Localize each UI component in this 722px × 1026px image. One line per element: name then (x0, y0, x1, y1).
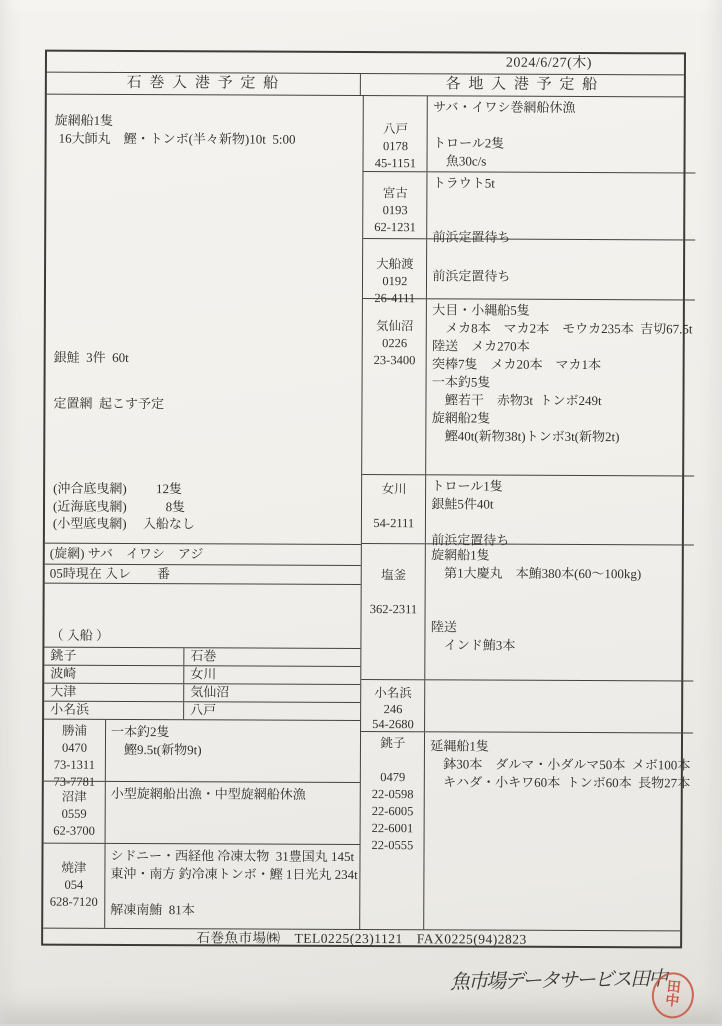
teichiami-line: 定置網 起こす予定 (53, 396, 164, 412)
port-row-onagawa (362, 475, 694, 545)
detail-line (433, 192, 693, 211)
detail-line: 銀鮭5件40t (431, 495, 691, 514)
port-tel: 54-2111 (373, 515, 414, 532)
nyusen-cell-b: 八戸 (184, 702, 360, 720)
port-details (426, 544, 694, 680)
port-tel: 0192 (382, 273, 407, 290)
port-name: 宮古 (383, 185, 408, 202)
nyusen-cell-a: 大津 (44, 684, 184, 702)
port-row-miyako (364, 172, 696, 240)
nyusen-row-4 (44, 702, 360, 721)
detail-line: 延縄船1隻 (430, 737, 690, 756)
nyusen-label-cell: （ 入船 ） (44, 584, 361, 649)
nyusen-cell-a: 小名浜 (44, 702, 184, 720)
port-tel: 22-0555 (372, 837, 414, 854)
detail-line (432, 249, 692, 268)
detail-line: 一本釣2隻 (111, 723, 358, 742)
seine-count-line: 旋網船1隻 (55, 113, 114, 129)
detail-line: 旋網船1隻 (431, 546, 691, 565)
okiai-line: (沖合底曳網) 12隻 (53, 481, 182, 498)
port-tel: 73-1311 (54, 757, 95, 774)
port-phone-col (364, 96, 428, 171)
nyusen-cell-a: 波崎 (44, 666, 184, 684)
port-phone-col (361, 680, 425, 731)
seine-species-row: (旋網) サバ イワシ アジ (45, 544, 361, 566)
port-tel: 0479 (380, 769, 405, 786)
detail-line (433, 116, 693, 135)
port-row-kesennuma (363, 299, 695, 476)
detail-line: 前浜定置待ち (431, 531, 691, 550)
nyusen-cell-b: 石巻 (184, 648, 360, 666)
port-name: 小名浜 (374, 686, 412, 702)
port-row-hachinohe (364, 96, 696, 173)
detail-line: 小型旋網船出漁・中型旋網船休漁 (111, 785, 358, 804)
detail-line (433, 210, 693, 229)
detail-line: 鰹40t(新物38t)トンボ3t(新物2t) (432, 427, 692, 446)
port-tel: 362-2311 (370, 601, 418, 618)
nyusen-cell-a: 銚子 (44, 648, 184, 666)
detail-line: インド鮪3本 (431, 636, 691, 655)
port-details (106, 720, 361, 782)
port-row-shiogama (362, 544, 694, 681)
port-name: 塩釜 (381, 567, 406, 584)
port-details (426, 475, 694, 544)
kogata-line: (小型底曳網) 入船なし (53, 516, 195, 533)
port-phone-col (362, 475, 426, 543)
port-name: 気仙沼 (376, 318, 414, 335)
kakuchi-column (360, 96, 696, 930)
detail-line (431, 513, 691, 532)
port-phone-col (44, 720, 106, 781)
nyusen-cell-b: 女川 (184, 666, 360, 684)
time-status-row: 05時現在 入レ 番 (45, 565, 361, 585)
port-tel: 054 (64, 877, 83, 894)
port-tel: 45-1151 (375, 155, 416, 172)
port-details (427, 299, 695, 475)
port-tel: 22-0598 (372, 786, 414, 803)
detail-line: トラウト5t (433, 174, 693, 193)
port-phone-col (44, 782, 106, 843)
ishinomaki-main-cell (45, 95, 363, 545)
port-details (106, 782, 361, 844)
ishinomaki-column (43, 95, 363, 929)
detail-line: 前浜定置待ち (432, 267, 692, 286)
table-body (43, 95, 684, 932)
seine-detail-line: 16大師丸 鰹・トンボ(半々新物)10t 5:00 (59, 131, 296, 148)
port-name: 銚子 (380, 735, 405, 752)
nyusen-row-2 (44, 666, 360, 685)
port-row-yaizu (43, 844, 360, 929)
port-row-katsuura (44, 720, 361, 783)
stamp-char-bottom: 中 (664, 995, 679, 1010)
header-kakuchi: 各 地 入 港 予 定 船 (360, 74, 684, 96)
port-tel: 628-7120 (50, 894, 98, 911)
port-row-ofunato (363, 239, 695, 300)
detail-line (431, 600, 691, 619)
port-phone-col (363, 239, 427, 298)
stamp-char-top: 田 (666, 981, 681, 996)
port-tel: 54-2680 (372, 717, 414, 733)
detail-line: 解凍南鮪 81本 (110, 901, 357, 920)
port-tel: 62-3700 (53, 823, 95, 840)
detail-line (431, 582, 691, 601)
port-row-onahama (361, 680, 693, 733)
header-row (47, 73, 684, 98)
header-ishinomaki: 石 巻 入 港 予 定 船 (47, 73, 360, 95)
detail-line: 突棒7隻 メカ20本 マカ1本 (432, 355, 692, 374)
handwritten-signature: 魚市場データサービス田中 (450, 962, 665, 995)
detail-line: 鉢30本 ダルマ・小ダルマ50本 メボ100本 (430, 755, 690, 774)
footer-row (43, 929, 680, 951)
port-name: 沼津 (62, 789, 87, 806)
port-tel: 22-6005 (372, 803, 414, 820)
port-tel: 23-3400 (374, 352, 416, 369)
detail-line: 東沖・南方 釣冷凍トンボ・鰹 1日光丸 234t (110, 865, 357, 884)
detail-line: 陸送 メカ270本 (432, 337, 692, 356)
kinkai-line: (近海底曳網) 8隻 (53, 499, 185, 516)
port-tel: 73-7781 (53, 774, 95, 791)
detail-line: 第1大慶丸 本鮪380本(60〜100kg) (431, 564, 691, 583)
port-phone-col (43, 844, 105, 928)
detail-line: メカ8本 マカ2本 モウカ235本 吉切67.5t (432, 319, 692, 338)
detail-line: 鰹若干 赤物3t トンボ249t (432, 391, 692, 410)
ginzake-line: 銀鮭 3件 60t (54, 350, 129, 366)
port-details (428, 96, 696, 172)
port-tel: 0559 (62, 806, 87, 823)
port-row-numazu (44, 782, 361, 845)
port-name: 焼津 (61, 860, 86, 877)
port-name: 勝浦 (62, 723, 87, 740)
port-name: 大船渡 (376, 256, 414, 273)
date-row (47, 52, 684, 76)
detail-line: 大目・小縄船5隻 (432, 301, 692, 320)
port-details (427, 239, 695, 299)
port-tel: 0193 (383, 202, 408, 219)
detail-line: 鰹9.5t(新物9t) (111, 741, 358, 760)
port-details (425, 732, 693, 930)
detail-line: キハダ・小キワ60本 トンボ60本 長物27本 (430, 773, 690, 792)
detail-line: 陸送 (431, 618, 691, 637)
detail-line: サバ・イワシ巻網船休漁 (433, 98, 693, 117)
detail-line: 旋網船2隻 (432, 409, 692, 428)
detail-line: 一本釣5隻 (432, 373, 692, 392)
port-phone-col (362, 544, 427, 679)
nyusen-row-3 (44, 684, 360, 703)
port-name: 女川 (381, 481, 406, 498)
port-row-choshi (361, 732, 693, 930)
detail-line: トロール1隻 (431, 477, 691, 496)
port-details (425, 680, 693, 732)
port-tel: 246 (384, 702, 403, 718)
port-details (428, 172, 696, 239)
port-tel: 0470 (62, 740, 87, 757)
schedule-table (41, 50, 686, 949)
port-tel: 22-6001 (372, 820, 414, 837)
port-details (105, 844, 360, 929)
detail-line: シドニー・西経他 冷凍太物 31豊国丸 145t (110, 847, 357, 866)
detail-line: 前浜定置待ち (433, 228, 693, 247)
port-tel: 0178 (383, 138, 408, 155)
port-phone-col (364, 172, 428, 238)
port-phone-col (363, 299, 428, 474)
detail-line: トロール2隻 (433, 134, 693, 153)
port-tel: 62-1231 (374, 219, 416, 236)
nyusen-row-1 (44, 648, 360, 667)
detail-line (110, 883, 357, 902)
port-tel: 26-4111 (374, 290, 415, 307)
port-tel: 0226 (382, 335, 407, 352)
port-name: 八戸 (383, 121, 408, 138)
date-text: 2024/6/27(木) (506, 56, 592, 71)
nyusen-cell-b: 気仙沼 (184, 684, 360, 702)
detail-line: 魚30c/s (433, 152, 693, 171)
port-phone-col (361, 732, 426, 929)
footer-contact-text: 石巻魚市場㈱ TEL0225(23)1121 FAX0225(94)2823 (196, 930, 526, 946)
